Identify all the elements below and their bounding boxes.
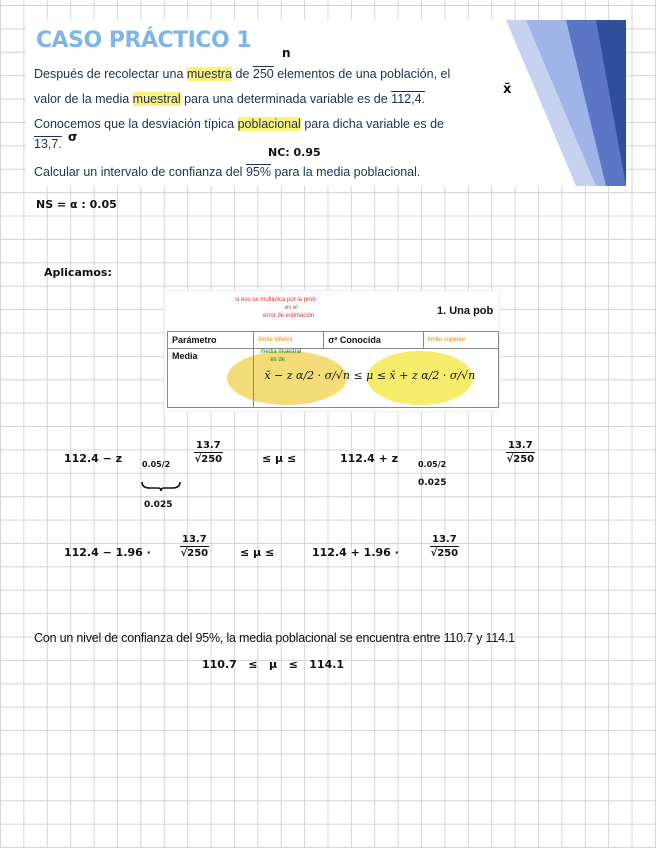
xbar-annotation: x̄ [503,82,512,97]
value-mean: 112,4. [391,92,425,106]
step2-mid: ≤ μ ≤ [240,546,275,559]
step1-under-right: 0.025 [418,478,447,488]
step2-frac-right: $\frac{13.7}{√250}$ [430,534,459,559]
n-annotation: n [282,46,291,60]
step2-frac-left: $\frac{13.7}{√250}$ [180,534,209,559]
note-error: error de estimación [263,313,315,319]
note-media-muestral: media muestral [260,349,302,355]
value-confidence: 95% [245,165,271,179]
note-es-el: es el [285,305,298,311]
col-lower: límite inferior [254,332,324,349]
col-parametro: Parámetro [168,332,254,349]
step1-frac-right: $\frac{13.7}{√250}$ [506,440,535,465]
problem-line-1: Después de recolectar una muestra de 250 elementos de una población, el [34,67,451,81]
formula-snippet [164,290,500,412]
highlight-muestral: muestral [132,92,181,106]
problem-line-5: Calcular un intervalo de confianza del 95% para la media poblacional. [34,165,421,179]
highlight-muestra: muestra [186,67,233,81]
formula-table [167,331,499,408]
value-sigma: 13,7. [34,137,62,151]
col-known: σ² Conocida [324,332,423,349]
problem-card [26,20,626,186]
step1-under: 0.025 [144,500,173,510]
problem-line-3: Conocemos que la desviación típica poblacional para dicha variable es de [34,117,444,131]
col-upper: límite superior [423,332,498,349]
highlight-poblacional: poblacional [237,117,301,131]
ns-annotation: NS = α : 0.05 [36,198,117,211]
decorative-triangles [506,20,626,186]
underbrace [140,480,182,492]
step1-right: 112.4 + z [340,452,399,465]
sigma-annotation: σ [68,130,78,144]
step1-sub-right: 0.05/2 [418,460,447,469]
nc-annotation: NC: 0.95 [268,146,321,159]
snippet-heading: 1. Una pob [437,305,494,317]
step1-frac-left: $\frac{13.7}{√250}$ [194,440,223,465]
page-title: CASO PRÁCTICO 1 [36,28,252,53]
note-multiply: si eso se multiplica por la prob [235,297,316,303]
step2-right: 112.4 + 1.96 · [312,546,399,559]
conclusion-text: Con un nivel de confianza del 95%, la media poblacional se encuentra entre 110.7 y 114.1 [34,631,515,645]
step1-sub-left: 0.05/2 [142,460,171,469]
final-interval: 110.7 ≤ μ ≤ 114.1 [202,658,345,671]
step1-left: 112.4 − z [64,452,123,465]
step1-mid: ≤ μ ≤ [262,452,297,465]
row-media: Media [168,349,254,408]
formula-cell [254,349,499,408]
aplicamos-label: Aplicamos: [44,266,112,279]
note-es-de: es de [270,357,286,363]
value-n: 250 [252,67,274,81]
ci-formula: x̄ − z α/2 · σ/√n ≤ μ ≤ x̄ + z α/2 · σ/√n [264,369,476,382]
problem-line-2: valor de la media muestral para una determinada variable es de 112,4. [34,92,425,106]
step2-left: 112.4 − 1.96 · [64,546,151,559]
